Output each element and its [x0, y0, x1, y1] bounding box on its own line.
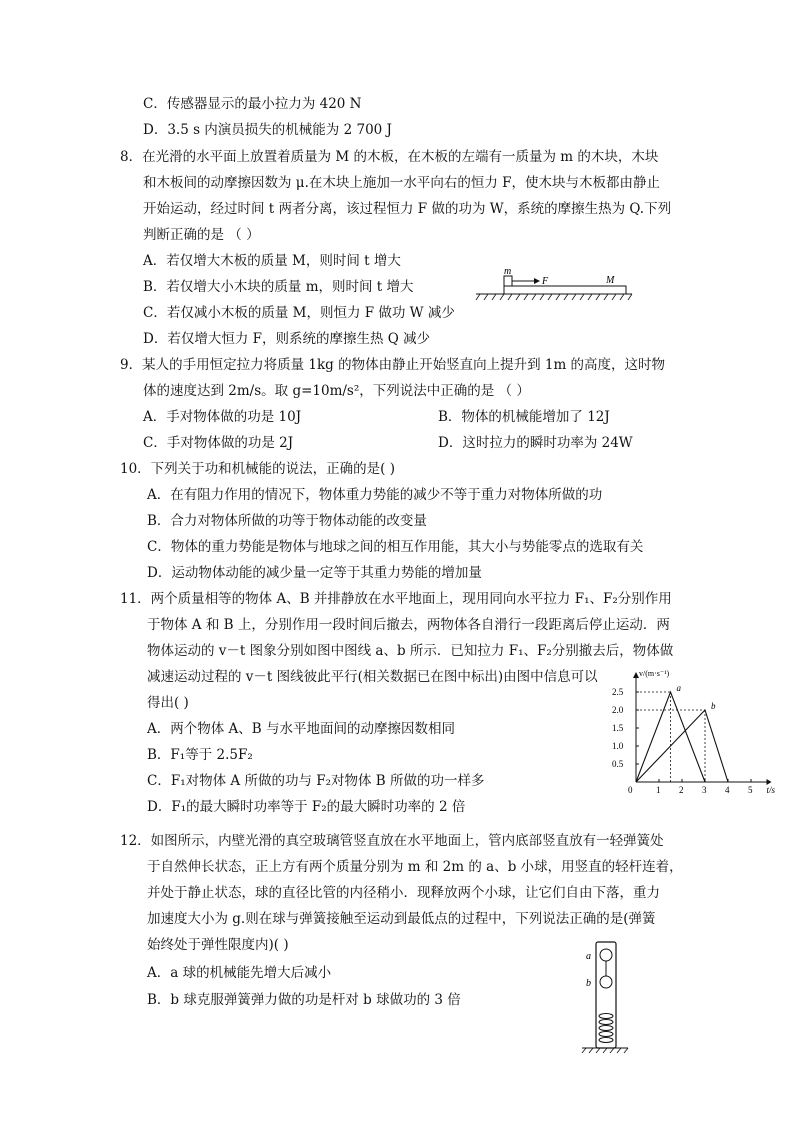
q12-option-b: B．b 球克服弹簧弹力做的功是杆对 b 球做功的 3 倍: [147, 992, 461, 1008]
y-tick-label: 1.0: [612, 741, 624, 751]
q11-option-d: D．F₁的最大瞬时功率等于 F₂的最大瞬时功率的 2 倍: [147, 799, 466, 815]
x-tick-label: 3: [702, 785, 707, 795]
q12-stem-line-4: 加速度大小为 g.则在球与弹簧接触至运动到最低点的过程中，下列说法正确的是(弹簧: [147, 911, 656, 927]
q7-option-c: C．传感器显示的最小拉力为 420 N: [143, 96, 362, 112]
vt-chart: [610, 664, 776, 798]
label-F: F: [542, 276, 549, 287]
q8-stem-line-3: 开始运动，经过时间 t 两者分离，该过程恒力 F 做的功为 W，系统的摩擦生热为 Q.下列: [143, 201, 672, 217]
q10-option-d: D．运动物体动能的减少量一定等于其重力势能的增加量: [147, 565, 482, 581]
q8-option-c: C．若仅减小木板的质量 M，则恒力 F 做功 W 减少: [143, 305, 455, 321]
board: [504, 286, 626, 294]
q9-option-c: C．手对物体做的功是 2J: [143, 435, 294, 451]
q10-stem: 10．下列关于功和机械能的说法，正确的是( ): [120, 461, 396, 477]
q8-option-b: B．若仅增大小木块的质量 m，则时间 t 增大: [143, 279, 414, 295]
q8-option-d: D．若仅增大恒力 F，则系统的摩擦生热 Q 减少: [143, 331, 431, 347]
board-block-figure: [474, 262, 634, 304]
series-label-b: b: [711, 701, 716, 711]
q10-option-c: C．物体的重力势能是物体与地球之间的相互作用能，其大小与势能零点的选取有关: [147, 539, 644, 555]
y-tick-label: 2.5: [612, 687, 624, 697]
q8-option-a: A．若仅增大木板的质量 M，则时间 t 增大: [143, 253, 401, 269]
label-b: b: [586, 978, 591, 989]
x-tick-label: 1: [656, 785, 661, 795]
q8-stem-line-1: 8．在光滑的水平面上放置着质量为 M 的木板，在木板的左端有一质量为 m 的木块，木块: [120, 149, 659, 165]
ball-b: [600, 976, 612, 988]
q10-option-b: B．合力对物体所做的功等于物体动能的改变量: [147, 513, 427, 529]
q8-stem-line-4: 判断正确的是 （ ）: [143, 227, 260, 243]
q12-stem-line-3: 并处于静止状态，球的直径比管的内径稍小．现释放两个小球，让它们自由下落，重力: [147, 885, 660, 901]
q9-option-a: A．手对物体做的功是 10J: [143, 409, 302, 425]
y-tick-label: 2.0: [612, 705, 624, 715]
x-tick-label: 5: [748, 785, 753, 795]
q7-option-d: D．3.5 s 内演员损失的机械能为 2 700 J: [143, 122, 392, 138]
x-tick-label: 2: [679, 785, 684, 795]
ball-a: [600, 949, 612, 961]
ground-hatch: [582, 1048, 628, 1053]
q9-stem-line-2: 体的速度达到 2m/s。取 g=10m/s²，下列说法中正确的是 （ ）: [143, 383, 530, 399]
q10-option-a: A．在有阻力作用的情况下，物体重力势能的减少不等于重力对物体所做的功: [147, 487, 603, 503]
q12-stem-line-5: 始终处于弹性限度内)( ): [147, 937, 289, 953]
x-tick-label: 4: [725, 785, 730, 795]
q9-option-d: D．这时拉力的瞬时功率为 24W: [438, 435, 633, 451]
series-label-a: a: [676, 683, 681, 693]
q12-option-a: A．a 球的机械能先增大后减小: [147, 965, 332, 981]
q12-stem-line-2: 于自然伸长状态，正上方有两个质量分别为 m 和 2m 的 a、b 小球，用竖直的轻杆连着，: [147, 859, 683, 875]
q11-stem-line-5: 得出( ): [147, 695, 189, 711]
q9-option-b: B．物体的机械能增加了 12J: [438, 409, 610, 425]
y-tick-label: 1.5: [612, 723, 624, 733]
label-M: M: [606, 275, 615, 286]
tube-spring-figure: [578, 938, 630, 1054]
q11-stem-line-1: 11．两个质量相等的物体 A、B 并排静放在水平地面上，现用同向水平拉力 F₁、F₂分别作用: [120, 591, 672, 607]
y-tick-label: 0.5: [612, 759, 624, 769]
q11-option-c: C．F₁对物体 A 所做的功与 F₂对物体 B 所做的功一样多: [147, 773, 485, 789]
q9-stem-line-1: 9．某人的手用恒定拉力将质量 1kg 的物体由静止开始竖直向上提升到 1m 的高度，这时物: [120, 357, 666, 373]
x-axis-label: t/s: [766, 785, 776, 795]
q11-option-b: B．F₁等于 2.5F₂: [147, 747, 253, 763]
origin-label: 0: [628, 785, 633, 795]
q11-stem-line-4: 减速运动过程的 v－t 图线彼此平行(相关数据已在图中标出)由图中信息可以: [147, 669, 598, 685]
spring: [599, 1014, 613, 1043]
ground-hatch: [476, 294, 632, 300]
q11-option-a: A．两个物体 A、B 与水平地面间的动摩擦因数相同: [147, 721, 456, 737]
q11-stem-line-3: 物体运动的 v－t 图象分别如图中图线 a、b 所示．已知拉力 F₁、F₂分别撤去后，物体做: [147, 643, 674, 659]
label-m: m: [504, 266, 512, 277]
q8-stem-line-2: 和木板间的动摩擦因数为 μ.在木块上施加一水平向右的恒力 F，使木块与木板都由静止: [143, 175, 661, 191]
label-a: a: [586, 951, 591, 962]
block: [504, 276, 512, 286]
q11-stem-line-2: 于物体 A 和 B 上，分别作用一段时间后撤去，两物体各自滑行一段距离后停止运动．两: [147, 617, 670, 633]
y-axis-label: v/(m·s⁻¹): [639, 669, 670, 678]
q12-stem-line-1: 12．如图所示，内壁光滑的真空玻璃管竖直放在水平地面上，管内底部竖直放有一轻弹簧处: [120, 833, 664, 849]
